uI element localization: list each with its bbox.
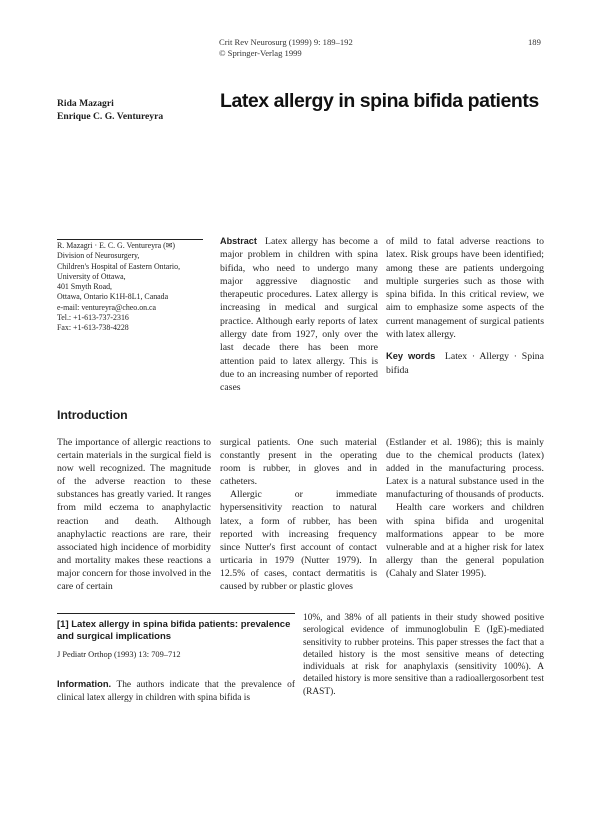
copyright-line: © Springer-Verlag 1999: [219, 48, 302, 58]
keywords-text: Latex · Allergy · Spina bifida: [386, 351, 545, 376]
page-number: 189: [528, 37, 541, 47]
author-name: Rida Mazagri: [57, 98, 114, 109]
address-line: Tel.: +1-613-737-2316: [57, 313, 129, 323]
summary-rule: [57, 613, 295, 614]
address-line: Fax: +1-613-738-4228: [57, 323, 129, 333]
address-line: University of Ottawa,: [57, 271, 126, 281]
address-line: 401 Smyth Road,: [57, 282, 113, 292]
address-block: [57, 241, 217, 334]
summary-citation: J Pediatr Orthop (1993) 13: 709–712: [57, 650, 181, 660]
address-line: Children's Hospital of Eastern Ontario,: [57, 261, 181, 271]
intro-paragraph: Allergic or immediate hypersensitivity reaction to natural latex, a form of rubber, has been reported with increasing frequency since Nutter's first account of contact urticaria in 1979 (Nutter 1979). In 12.5% of cases, contact dermatitis is caused by rubber or plastic gloves: [220, 489, 377, 593]
summary-left: [57, 619, 295, 704]
abstract-col-1: [220, 235, 378, 395]
author-list: [57, 97, 163, 123]
introduction-heading: Introduction: [57, 408, 128, 422]
summary-info-text: The authors indicate that the prevalence of clinical latex allergy in children with spina bifida is: [57, 680, 295, 703]
running-header: [219, 37, 353, 59]
intro-col-1: [57, 436, 211, 593]
address-line: Division of Neurosurgery,: [57, 251, 140, 261]
summary-info-label: Information.: [57, 678, 112, 690]
address-rule: [57, 239, 203, 240]
author-name: Enrique C. G. Ventureyra: [57, 111, 164, 122]
address-line: e-mail: ventureyra@cheo.on.ca: [57, 302, 157, 312]
abstract-text-1: Latex allergy has become a major problem in children with spina bifida, who need to undergo many major aggressive diagnostic and therapeutic procedures. Latex allergy is increasing in medical and surgical practice. Although early reports of latex allergy date from 1927, only over the last decade there has been more attention paid to latex allergy. This is due to an increasing number of reported cases: [220, 236, 378, 394]
address-line: Ottawa, Ontario K1H-8L1, Canada: [57, 292, 169, 302]
summary-title: [1] Latex allergy in spina bifida patients: prevalence and surgical implications: [57, 619, 291, 643]
keywords-label: Key words: [386, 351, 436, 362]
abstract-text-2: of mild to fatal adverse reactions to latex. Risk groups have been identified; among these are patients undergoing multiple surgeries such as those with spina bifida. In this critical review, we aim to emphasize some aspects of the current management of surgical patients with latex allergy.: [386, 236, 544, 341]
intro-paragraph: (Estlander et al. 1986); this is mainly due to the chemical products (latex) added in the manufacturing process. Latex is a natural substance used in the manufacturing of thousands of products.: [386, 437, 544, 501]
intro-paragraph: Health care workers and children with spina bifida and urogenital malformations appear to be more vulnerable and at a higher risk for latex allergy than the general population (Cahaly and Slater 1995).: [386, 502, 544, 579]
paper-title: Latex allergy in spina bifida patients: [220, 90, 539, 112]
abstract-col-2: [386, 235, 544, 377]
intro-col-2: [220, 436, 377, 593]
summary-info: [57, 678, 295, 704]
keywords: [386, 350, 544, 377]
address-line: R. Mazagri · E. C. G. Ventureyra (✉): [57, 241, 175, 250]
journal-line: Crit Rev Neurosurg (1999) 9: 189–192: [219, 37, 353, 47]
intro-paragraph: surgical patients. One such material constantly present in the operating room is rubber, in gloves and in catheters.: [220, 437, 377, 488]
intro-col-3: [386, 436, 544, 580]
intro-paragraph: The importance of allergic reactions to certain materials in the surgical field is now well recognized. The magnitude of the adverse reaction to these substances has greatly varied. It ranges from mild eczema to anaphylactic reaction and death. Although anaphylactic reactions are rare, their associated high incidence of morbidity and mortality makes these reactions a major concern for those involved in the care of certain: [57, 437, 211, 593]
summary-right: 10%, and 38% of all patients in their study showed positive serological evidence of immunoglobulin E (IgE)-mediated sensitivity to rubber proteins. This paper stresses the fact that a detailed history is the most sensitive means of detecting individuals at risk for anaphylaxis (sensitivity 100%). A detailed history is more sensitive than a radioallergosorbent test (RAST).: [303, 613, 544, 697]
abstract-label: Abstract: [220, 236, 257, 246]
